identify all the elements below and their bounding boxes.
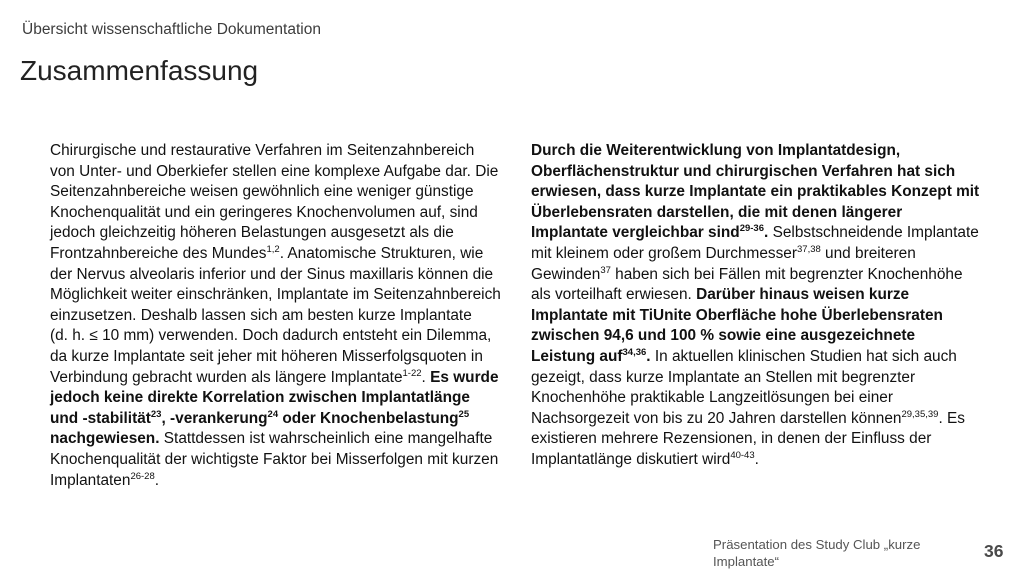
bold-run: Darüber hinaus weisen kurze Implantate mit TiUnite Oberfläche hohe Überlebensraten zwischen 94,6 und 100 % sowie eine ausgezeichnete Leistung auf [531,286,943,365]
footer-presentation-title: Präsentation des Study Club „kurze Implantate“ [713,537,921,569]
citation: 1-22 [402,367,422,379]
text-run: . [754,450,759,468]
text-run: haben sich bei Fällen mit begrenzter Knochenhöhe als vorteilhaft erwiesen. [531,265,963,304]
slide-title: Zusammenfassung [20,55,259,86]
bold-run: oder Knochenbelastung [278,409,459,427]
text-run: Selbstschneidende Implantate mit kleinem oder großem Durchmesser [531,224,979,262]
bold-run: , -verankerung [161,409,268,427]
text-run: . [154,471,160,489]
bold-run: . [764,224,769,242]
citation: 1,2 [266,243,280,255]
text-run: Stattdessen ist wahrscheinlich eine mangelhafte Knochenqualität der wichtigste Faktor bei Misserfolgen mit kurzen Implantaten [50,430,499,489]
page-number: 36 [984,541,1004,561]
left-paragraph [50,141,502,491]
text-run: Chirurgische und restaurative Verfahren im Seitenzahnbereich von Unter- und Oberkiefer stellen eine komplexe Aufgabe dar. Die Seitenzahnbereiche weisen gewöhnlich eine weniger günstige Knochenqualität und ein geringeres Knochenvolumen auf, sind jedoch gleichzeitig höheren Belastungen ausgesetzt als die Frontzahnbereiche des Mundes [50,142,499,262]
bold-run: Es wurde jedoch keine direkte Korrelation zwischen Implantatlänge und -stabilität [50,368,499,427]
text-run: . [421,368,431,386]
bold-run: nachgewiesen. [50,430,160,448]
left-text-column [50,141,502,491]
right-paragraph [531,141,981,471]
text-run: und breiteren Gewinden [531,244,916,283]
citation: 23 [150,408,162,420]
bold-run: Durch die Weiterentwicklung von Implantatdesign, Oberflächenstruktur und chirurgischen Verfahren hat sich erwiesen, dass kurze Implantate ein praktikables Konzept mit Überlebensraten darstellen, die mit denen längerer Implantate vergleichbar sind [531,142,980,242]
citation: 37 [600,264,611,276]
citation: 29,35,39 [901,408,939,420]
slide-subtitle: Übersicht wissenschaftliche Dokumentation [22,21,321,38]
right-text-column [531,141,981,471]
text-run: . Anatomische Strukturen, wie der Nervus alveolaris inferior und der Sinus maxillaris können die Möglichkeit weiter einschränken, Implantate im Seitenzahnbereich einzusetzen. Deshalb lassen sich am besten kurze Implantate [50,244,501,324]
citation: 34,36 [622,346,647,358]
citation: 24 [267,408,279,420]
text-run: (d. h. ≤ 10 mm) verwenden. Doch dadurch entsteht ein Dilemma, da kurze Implantate seit jeher mit höheren Misserfolgsquoten in Verbindung gebracht wurden als längere Implantate [50,327,492,386]
citation: 40-43 [730,449,755,461]
citation: 26-28 [130,470,155,482]
bold-run: . [646,347,651,365]
citation: 29-36 [739,223,765,235]
citation: 37,38 [797,243,821,255]
citation: 25 [458,408,470,420]
text-run: . Es existieren mehrere Rezensionen, in denen der Einfluss der Implantatlänge diskutiert wird [531,409,965,468]
text-run: In aktuellen klinischen Studien hat sich auch gezeigt, dass kurze Implantate an Stellen mit begrenzter Knochenhöhe praktikable Langzeitlösungen bei einer Nachsorgezeit von bis zu 20 Jahren darstellen können [531,347,957,427]
